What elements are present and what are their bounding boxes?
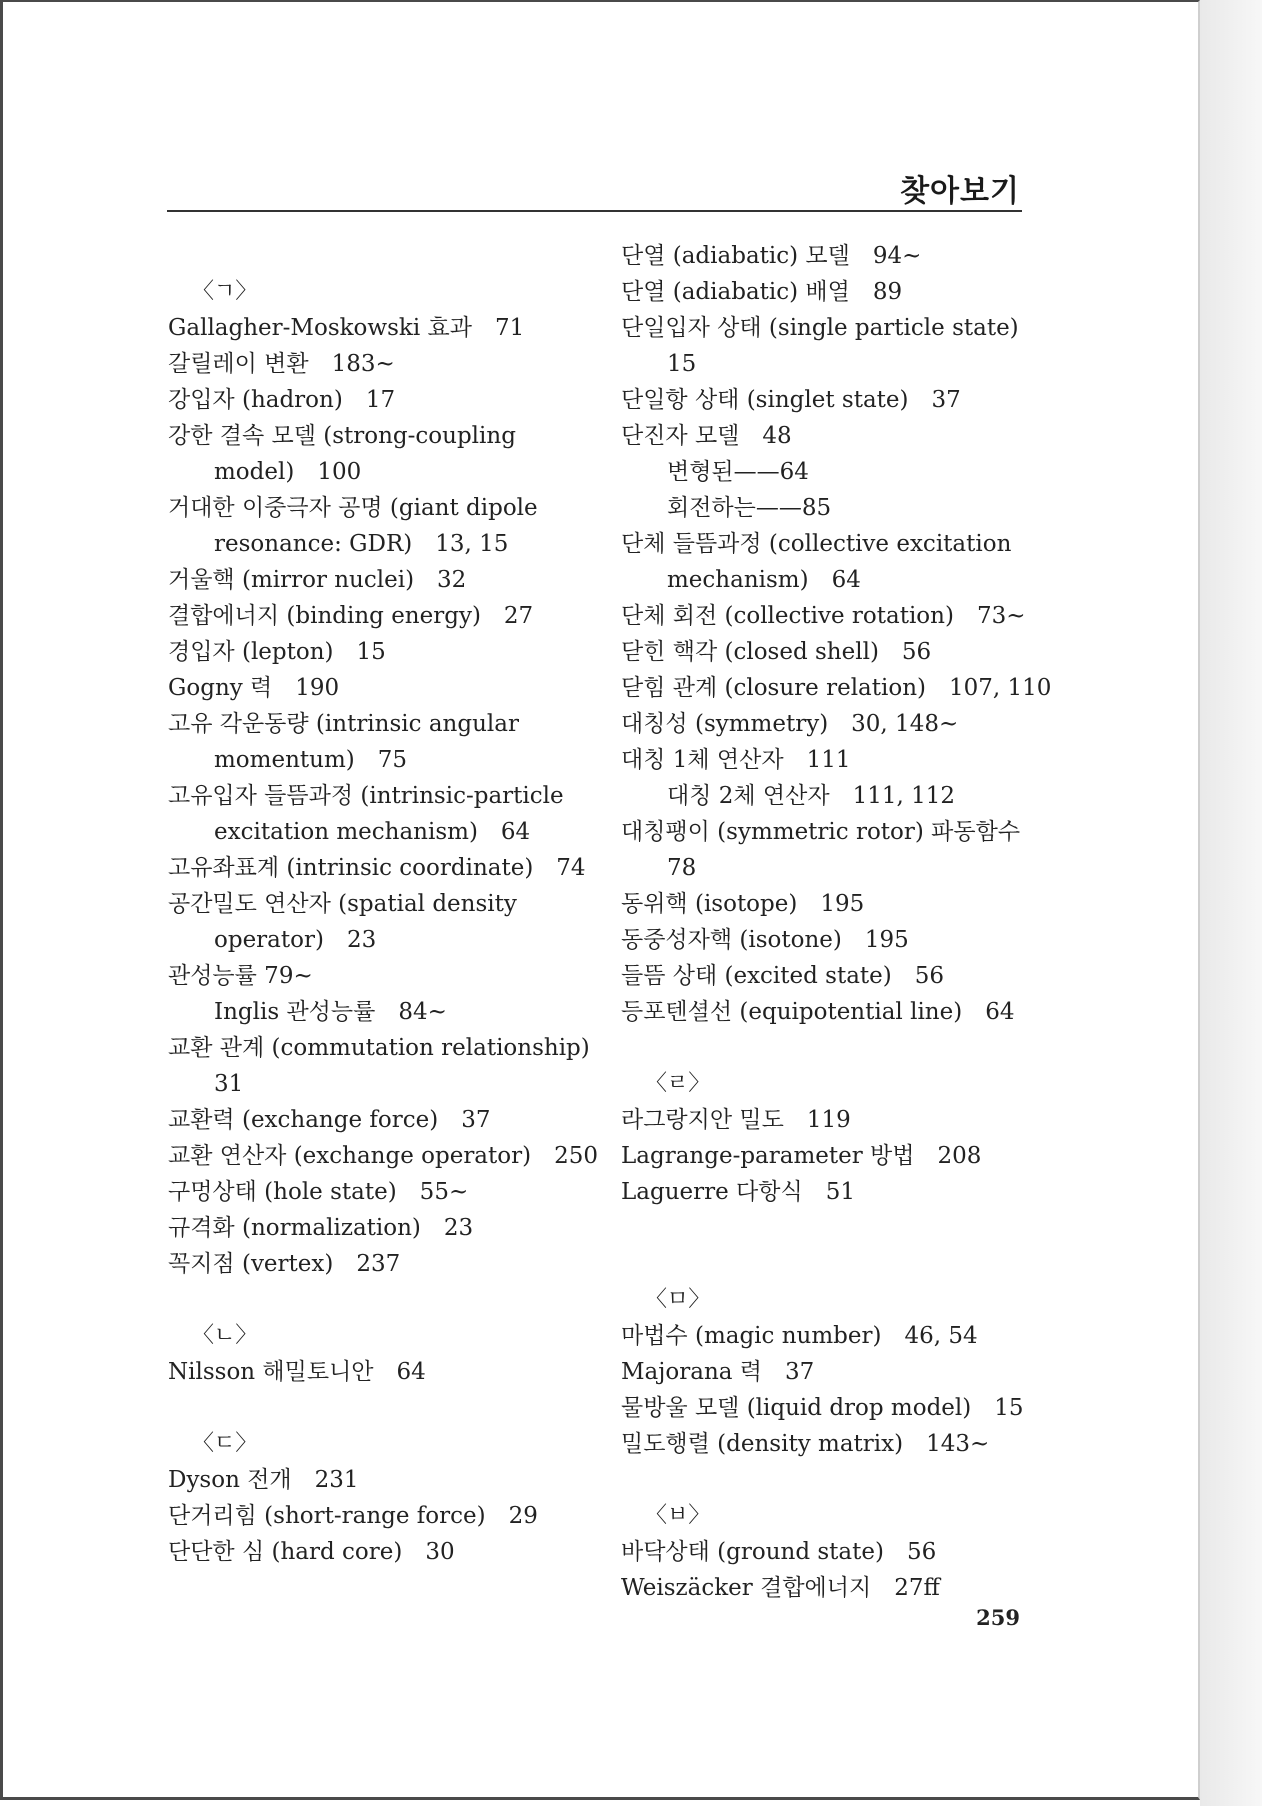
index-entry-continuation: Inglis 관성능률 84~ (214, 999, 447, 1025)
index-entry: 들뜸 상태 (excited state) 56 (621, 963, 945, 989)
index-entry: 물방울 모델 (liquid drop model) 15 (621, 1395, 1024, 1421)
index-entry: 단열 (adiabatic) 배열 89 (621, 279, 903, 305)
viewer-margin (1200, 0, 1262, 1806)
index-entry: Gallagher-Moskowski 효과 71 (168, 315, 525, 341)
index-entry: 꼭지점 (vertex) 237 (168, 1251, 401, 1277)
index-section-heading: 〈ㄱ〉 (192, 279, 258, 304)
index-entry: 갈릴레이 변환 183~ (168, 351, 395, 377)
index-section-heading: 〈ㄷ〉 (192, 1431, 258, 1456)
index-entry: 강한 결속 모델 (strong-coupling (168, 423, 516, 449)
index-spacer (168, 1390, 598, 1426)
index-entry: 대칭 1체 연산자 111 (621, 747, 851, 773)
page-title: 찾아보기 (900, 174, 1020, 209)
index-entry: 교환 관계 (commutation relationship) (168, 1035, 590, 1061)
index-entry: Nilsson 해밀토니안 64 (168, 1359, 426, 1385)
index-entry: 닫힘 관계 (closure relation) 107, 110 (621, 675, 1052, 701)
index-entry: 등포텐셜선 (equipotential line) 64 (621, 999, 1015, 1025)
index-entry-continuation: momentum) 75 (214, 747, 407, 773)
index-entry-continuation: model) 100 (214, 459, 362, 485)
index-column-right (621, 238, 1052, 1606)
index-entry-continuation: 회전하는——85 (667, 495, 832, 521)
index-entry: 거울핵 (mirror nuclei) 32 (168, 567, 467, 593)
index-section-heading: 〈ㄹ〉 (645, 1071, 711, 1096)
index-entry: 동위핵 (isotope) 195 (621, 891, 865, 917)
page-number: 259 (976, 1605, 1020, 1630)
index-section-heading: 〈ㄴ〉 (192, 1323, 258, 1348)
index-entry: 결합에너지 (binding energy) 27 (168, 603, 534, 629)
index-entry: 밀도행렬 (density matrix) 143~ (621, 1431, 990, 1457)
index-entry: 단체 회전 (collective rotation) 73~ (621, 603, 1026, 629)
index-spacer (621, 1030, 1041, 1066)
index-entry: 고유좌표계 (intrinsic coordinate) 74 (168, 855, 586, 881)
index-entry: 마법수 (magic number) 46, 54 (621, 1323, 978, 1349)
index-entry: 규격화 (normalization) 23 (168, 1215, 474, 1241)
index-entry: 바닥상태 (ground state) 56 (621, 1539, 937, 1565)
index-entry: 경입자 (lepton) 15 (168, 639, 386, 665)
index-section-heading: 〈ㅂ〉 (645, 1503, 711, 1528)
index-entry: Dyson 전개 231 (168, 1467, 359, 1493)
index-entry: 교환력 (exchange force) 37 (168, 1107, 491, 1133)
index-entry: 교환 연산자 (exchange operator) 250 (168, 1143, 598, 1169)
index-entry: 동중성자핵 (isotone) 195 (621, 927, 909, 953)
index-entry: Lagrange-parameter 방법 208 (621, 1143, 982, 1169)
index-entry: 단체 들뜸과정 (collective excitation (621, 531, 1012, 557)
index-entry: 대칭팽이 (symmetric rotor) 파동함수 (621, 819, 1021, 845)
index-entry: 단거리힘 (short-range force) 29 (168, 1503, 538, 1529)
index-entry: Majorana 력 37 (621, 1359, 815, 1385)
index-entry: 단일항 상태 (singlet state) 37 (621, 387, 961, 413)
index-entry-continuation: operator) 23 (214, 927, 377, 953)
index-entry: 단일입자 상태 (single particle state) (621, 315, 1019, 341)
index-entry: 구멍상태 (hole state) 55~ (168, 1179, 469, 1205)
index-column-left (168, 274, 598, 1570)
index-entry: 고유 각운동량 (intrinsic angular (168, 711, 519, 737)
index-spacer (621, 1210, 1041, 1246)
index-entry-continuation: 15 (667, 351, 697, 377)
index-entry: 단단한 심 (hard core) 30 (168, 1539, 455, 1565)
index-entry: Laguerre 다항식 51 (621, 1179, 855, 1205)
index-entry-continuation: 31 (214, 1071, 244, 1097)
index-entry: 단진자 모델 48 (621, 423, 792, 449)
index-spacer (168, 1282, 598, 1318)
index-entry-continuation: 변형된——64 (667, 459, 809, 485)
index-entry: 닫힌 핵각 (closed shell) 56 (621, 639, 932, 665)
index-entry: 단열 (adiabatic) 모델 94~ (621, 243, 922, 269)
index-entry: 공간밀도 연산자 (spatial density (168, 891, 517, 917)
index-entry: 거대한 이중극자 공명 (giant dipole (168, 495, 538, 521)
index-entry: 관성능률 79~ (168, 963, 313, 989)
index-entry-continuation: mechanism) 64 (667, 567, 861, 593)
index-entry-continuation: excitation mechanism) 64 (214, 819, 531, 845)
index-entry: 강입자 (hadron) 17 (168, 387, 396, 413)
index-entry: 대칭성 (symmetry) 30, 148~ (621, 711, 959, 737)
index-spacer (621, 1246, 1041, 1282)
index-section-heading: 〈ㅁ〉 (645, 1287, 711, 1312)
index-entry: 라그랑지안 밀도 119 (621, 1107, 851, 1133)
index-spacer (621, 1462, 1041, 1498)
index-entry-continuation: resonance: GDR) 13, 15 (214, 531, 509, 557)
index-entry: Gogny 력 190 (168, 675, 340, 701)
index-entry-continuation: 대칭 2체 연산자 111, 112 (667, 783, 955, 809)
header-rule (167, 210, 1022, 212)
index-entry-continuation: 78 (667, 855, 697, 881)
index-entry: 고유입자 들뜸과정 (intrinsic-particle (168, 783, 564, 809)
index-entry: Weiszäcker 결합에너지 27ff (621, 1575, 940, 1601)
